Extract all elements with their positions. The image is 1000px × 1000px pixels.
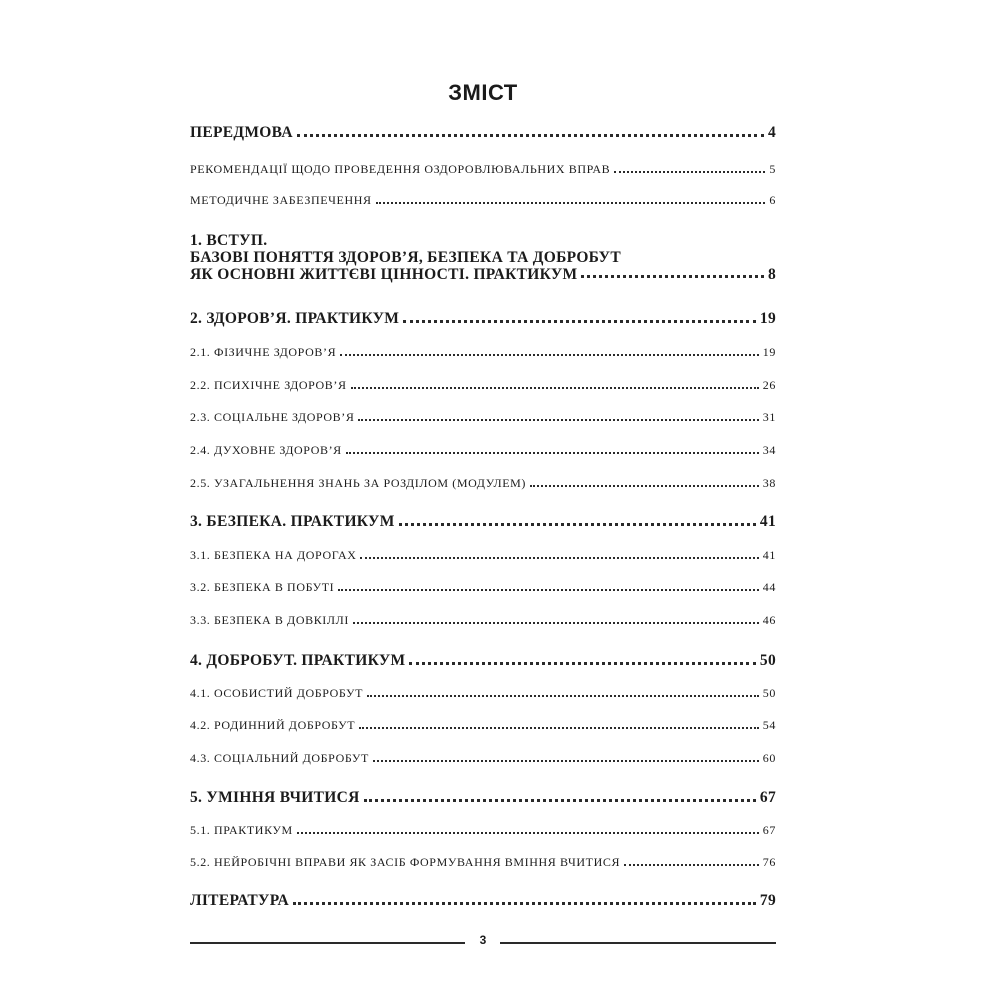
- dot-leader: [297, 134, 764, 137]
- toc-entry-title-line: 1. ВСТУП.: [190, 232, 268, 249]
- toc-entry-page: 79: [759, 892, 776, 909]
- toc-entry[interactable]: [190, 718, 776, 733]
- toc-entry-page: 8: [767, 266, 776, 283]
- toc-entry-page: 60: [762, 751, 776, 765]
- dot-leader: [297, 832, 759, 834]
- toc-entry[interactable]: [190, 513, 776, 531]
- toc-entry[interactable]: [190, 855, 776, 870]
- toc-entry[interactable]: [190, 232, 776, 283]
- toc-entry-title: 4. ДОБРОБУТ. ПРАКТИКУМ: [190, 652, 406, 669]
- dot-leader: [358, 419, 758, 421]
- toc-entry-page: 5: [769, 162, 776, 176]
- toc-entry[interactable]: [190, 193, 776, 208]
- dot-leader: [364, 799, 756, 802]
- toc-entry-title: 2.2. ПСИХІЧНЕ ЗДОРОВ’Я: [190, 378, 347, 392]
- toc-entry[interactable]: [190, 310, 776, 328]
- dot-leader: [376, 202, 766, 204]
- page-title: ЗМІСТ: [448, 80, 518, 105]
- toc-entry-page: 50: [762, 686, 776, 700]
- toc-entry-page: 19: [759, 310, 776, 327]
- footer-rule-left: [190, 942, 465, 944]
- toc-entry-page: 19: [762, 345, 776, 359]
- toc-entry-title: 3.3. БЕЗПЕКА В ДОВКІЛЛІ: [190, 613, 349, 627]
- dot-leader: [614, 171, 765, 173]
- toc-entry-title: 2. ЗДОРОВ’Я. ПРАКТИКУМ: [190, 310, 400, 327]
- toc-entry-title: 3.1. БЕЗПЕКА НА ДОРОГАХ: [190, 548, 357, 562]
- toc-entry-page: 46: [762, 613, 776, 627]
- toc-entry-title: 3. БЕЗПЕКА. ПРАКТИКУМ: [190, 513, 395, 530]
- dot-leader: [367, 695, 759, 697]
- dot-leader: [346, 452, 759, 454]
- dot-leader: [338, 589, 759, 591]
- toc-entry-page: 54: [762, 718, 776, 732]
- toc-entry-page: 67: [762, 823, 776, 837]
- toc-entry[interactable]: [190, 823, 776, 838]
- toc-entry[interactable]: [190, 410, 776, 425]
- toc-entry-title: ПЕРЕДМОВА: [190, 124, 293, 141]
- toc-entry-page: 31: [762, 410, 776, 424]
- toc-entry[interactable]: [190, 162, 776, 177]
- toc-entry[interactable]: [190, 548, 776, 563]
- toc-entry[interactable]: [190, 476, 776, 491]
- page-footer: [190, 933, 776, 953]
- toc-entry-page: 4: [767, 124, 776, 141]
- dot-leader: [409, 662, 755, 665]
- toc-entry[interactable]: [190, 124, 776, 142]
- dot-leader: [581, 275, 763, 278]
- toc-entry-title-line: ЯК ОСНОВНІ ЖИТТЄВІ ЦІННОСТІ. ПРАКТИКУМ: [190, 266, 578, 283]
- toc-entry-title: 4.2. РОДИННИЙ ДОБРОБУТ: [190, 718, 356, 732]
- toc-entry-page: 50: [759, 652, 776, 669]
- toc-entry-page: 44: [762, 580, 776, 594]
- dot-leader: [360, 557, 758, 559]
- toc-entry[interactable]: [190, 892, 776, 910]
- toc-entry-page: 34: [762, 443, 776, 457]
- toc-entry-title: 2.1. ФІЗИЧНЕ ЗДОРОВ’Я: [190, 345, 337, 359]
- dot-leader: [403, 320, 756, 323]
- toc-entry[interactable]: [190, 443, 776, 458]
- toc-entry-title-line: БАЗОВІ ПОНЯТТЯ ЗДОРОВ’Я, БЕЗПЕКА ТА ДОБРОБУТ: [190, 249, 621, 266]
- dot-leader: [399, 523, 756, 526]
- dot-leader: [373, 760, 759, 762]
- dot-leader: [359, 727, 759, 729]
- toc-entry[interactable]: [190, 378, 776, 393]
- toc-entry-title: 4.1. ОСОБИСТИЙ ДОБРОБУТ: [190, 686, 364, 700]
- toc-entry[interactable]: [190, 345, 776, 360]
- page: [190, 0, 776, 1000]
- dot-leader: [353, 622, 759, 624]
- toc-entry-title: РЕКОМЕНДАЦІЇ ЩОДО ПРОВЕДЕННЯ ОЗДОРОВЛЮВАЛЬНИХ ВПРАВ: [190, 162, 611, 176]
- dot-leader: [624, 864, 759, 866]
- dot-leader: [340, 354, 759, 356]
- toc-entry-title: 5. УМІННЯ ВЧИТИСЯ: [190, 789, 360, 806]
- toc-entry-title: 5.2. НЕЙРОБІЧНІ ВПРАВИ ЯК ЗАСІБ ФОРМУВАННЯ ВМІННЯ ВЧИТИСЯ: [190, 855, 621, 869]
- toc-entry-page: 76: [762, 855, 776, 869]
- toc-entry-page: 41: [759, 513, 776, 530]
- toc-entry-page: 67: [759, 789, 776, 806]
- toc-entry-title: ЛІТЕРАТУРА: [190, 892, 289, 909]
- toc-entry-title: 2.3. СОЦІАЛЬНЕ ЗДОРОВ’Я: [190, 410, 355, 424]
- toc-entry-title: 2.4. ДУХОВНЕ ЗДОРОВ’Я: [190, 443, 342, 457]
- toc-entry-title: 4.3. СОЦІАЛЬНИЙ ДОБРОБУТ: [190, 751, 369, 765]
- toc-entry-title: МЕТОДИЧНЕ ЗАБЕЗПЕЧЕННЯ: [190, 193, 372, 207]
- toc-entry-title: 5.1. ПРАКТИКУМ: [190, 823, 293, 837]
- dot-leader: [293, 902, 756, 905]
- toc-entry[interactable]: [190, 686, 776, 701]
- toc-entry[interactable]: [190, 751, 776, 766]
- footer-rule-right: [500, 942, 776, 944]
- toc-entry-page: 6: [769, 193, 776, 207]
- dot-leader: [351, 387, 759, 389]
- toc-entry-page: 38: [762, 476, 776, 490]
- toc-entry-title: 3.2. БЕЗПЕКА В ПОБУТІ: [190, 580, 335, 594]
- page-number: 3: [479, 933, 487, 947]
- toc-entry-page: 26: [762, 378, 776, 392]
- toc-entry-page: 41: [762, 548, 776, 562]
- toc-entry[interactable]: [190, 789, 776, 807]
- toc-entry-title: 2.5. УЗАГАЛЬНЕННЯ ЗНАНЬ ЗА РОЗДІЛОМ (МОДУЛЕМ): [190, 476, 527, 490]
- dot-leader: [530, 485, 759, 487]
- toc-entry[interactable]: [190, 613, 776, 628]
- toc-entry[interactable]: [190, 580, 776, 595]
- toc-entry[interactable]: [190, 652, 776, 670]
